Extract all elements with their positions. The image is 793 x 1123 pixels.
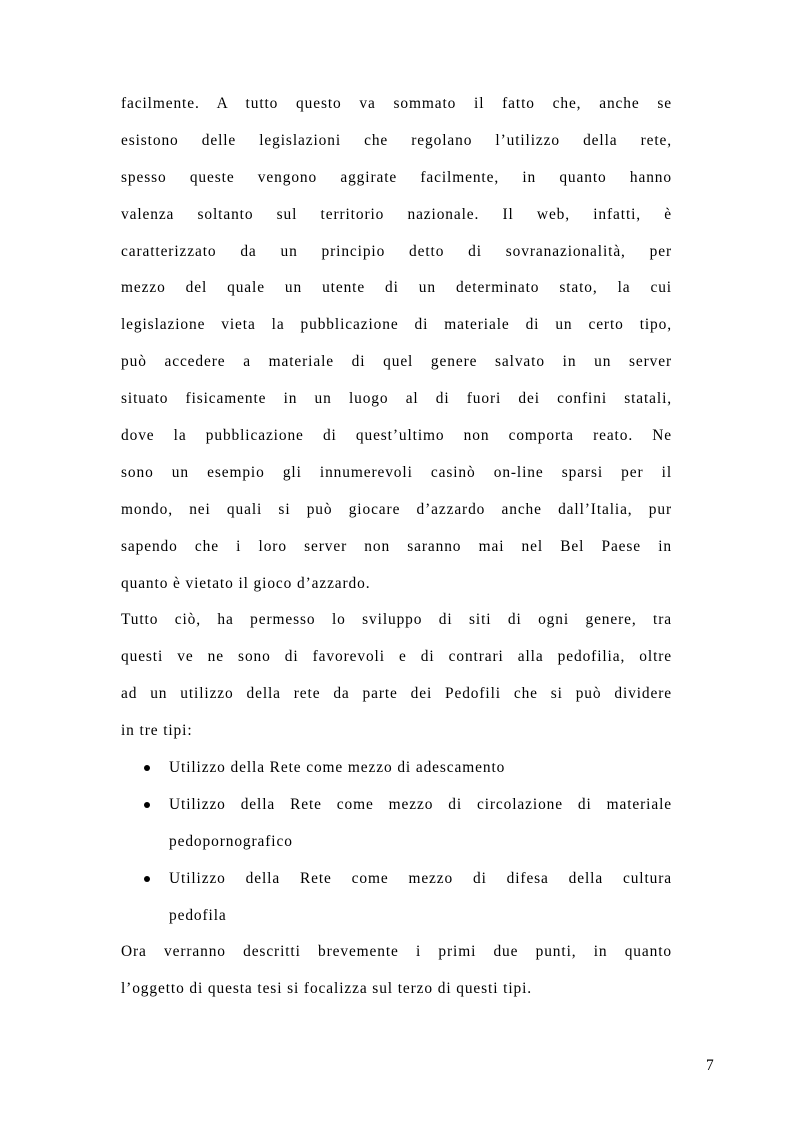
bullet-icon bbox=[144, 765, 150, 771]
list-item-line bbox=[121, 787, 672, 824]
text-line: spesso queste vengono aggirate facilmente, in quanto hanno bbox=[121, 168, 672, 186]
text-line: caratterizzato da un principio detto di sovranazionalità, per bbox=[121, 242, 672, 260]
bullet-icon bbox=[144, 802, 150, 808]
text-line: sono un esempio gli innumerevoli casinò on-line sparsi per il bbox=[121, 463, 672, 481]
page-number: 7 bbox=[706, 1057, 714, 1074]
bullet-icon bbox=[144, 876, 150, 882]
text-line: mezzo del quale un utente di un determinato stato, la cui bbox=[121, 279, 672, 297]
document-body bbox=[121, 86, 672, 1008]
list-item bbox=[121, 861, 672, 935]
list-item-line bbox=[121, 861, 672, 898]
text-line: Ora verranno descritti brevemente i primi due punti, in quanto bbox=[121, 943, 672, 961]
text-line: sapendo che i loro server non saranno mai nel Bel Paese in bbox=[121, 537, 672, 555]
text-line: quanto è vietato il gioco d’azzardo. bbox=[121, 574, 371, 592]
text-line: ad un utilizzo della rete da parte dei Pedofili che si può dividere bbox=[121, 685, 672, 703]
text-line: dove la pubblicazione di quest’ultimo non comporta reato. Ne bbox=[121, 427, 672, 445]
paragraph-sovranazionalita bbox=[121, 86, 672, 602]
text-line: facilmente. A tutto questo va sommato il fatto che, anche se bbox=[121, 95, 672, 112]
text-line: Tutto ciò, ha permesso lo sviluppo di siti di ogni genere, tra bbox=[121, 611, 672, 629]
text-line: situato fisicamente in un luogo al di fuori dei confini statali, bbox=[121, 390, 672, 408]
text-line: mondo, nei quali si può giocare d’azzardo anche dall’Italia, pur bbox=[121, 500, 672, 518]
list-item-line: pedopornografico bbox=[169, 832, 293, 850]
list-item bbox=[121, 787, 672, 861]
text-line: l’oggetto di questa tesi si focalizza sul terzo di questi tipi. bbox=[121, 980, 533, 998]
list-item-text: Utilizzo della Rete come mezzo di difesa della cultura bbox=[169, 869, 672, 887]
bullet-list bbox=[121, 750, 672, 934]
list-item-line bbox=[121, 750, 672, 787]
list-item bbox=[121, 750, 672, 787]
list-item-line: pedofila bbox=[169, 906, 227, 924]
list-item-text: Utilizzo della Rete come mezzo di adescamento bbox=[169, 759, 506, 777]
text-line: esistono delle legislazioni che regolano l’utilizzo della rete, bbox=[121, 131, 672, 149]
text-line: legislazione vieta la pubblicazione di materiale di un certo tipo, bbox=[121, 316, 672, 334]
text-line: in tre tipi: bbox=[121, 722, 193, 740]
paragraph-tipi-utilizzo bbox=[121, 602, 672, 750]
text-line: valenza soltanto sul territorio nazionale. Il web, infatti, è bbox=[121, 205, 672, 223]
list-item-text: Utilizzo della Rete come mezzo di circolazione di materiale bbox=[169, 795, 672, 813]
text-line: questi ve ne sono di favorevoli e di contrari alla pedofilia, oltre bbox=[121, 648, 672, 666]
paragraph-conclusione bbox=[121, 934, 672, 1008]
text-line: può accedere a materiale di quel genere salvato in un server bbox=[121, 353, 672, 371]
